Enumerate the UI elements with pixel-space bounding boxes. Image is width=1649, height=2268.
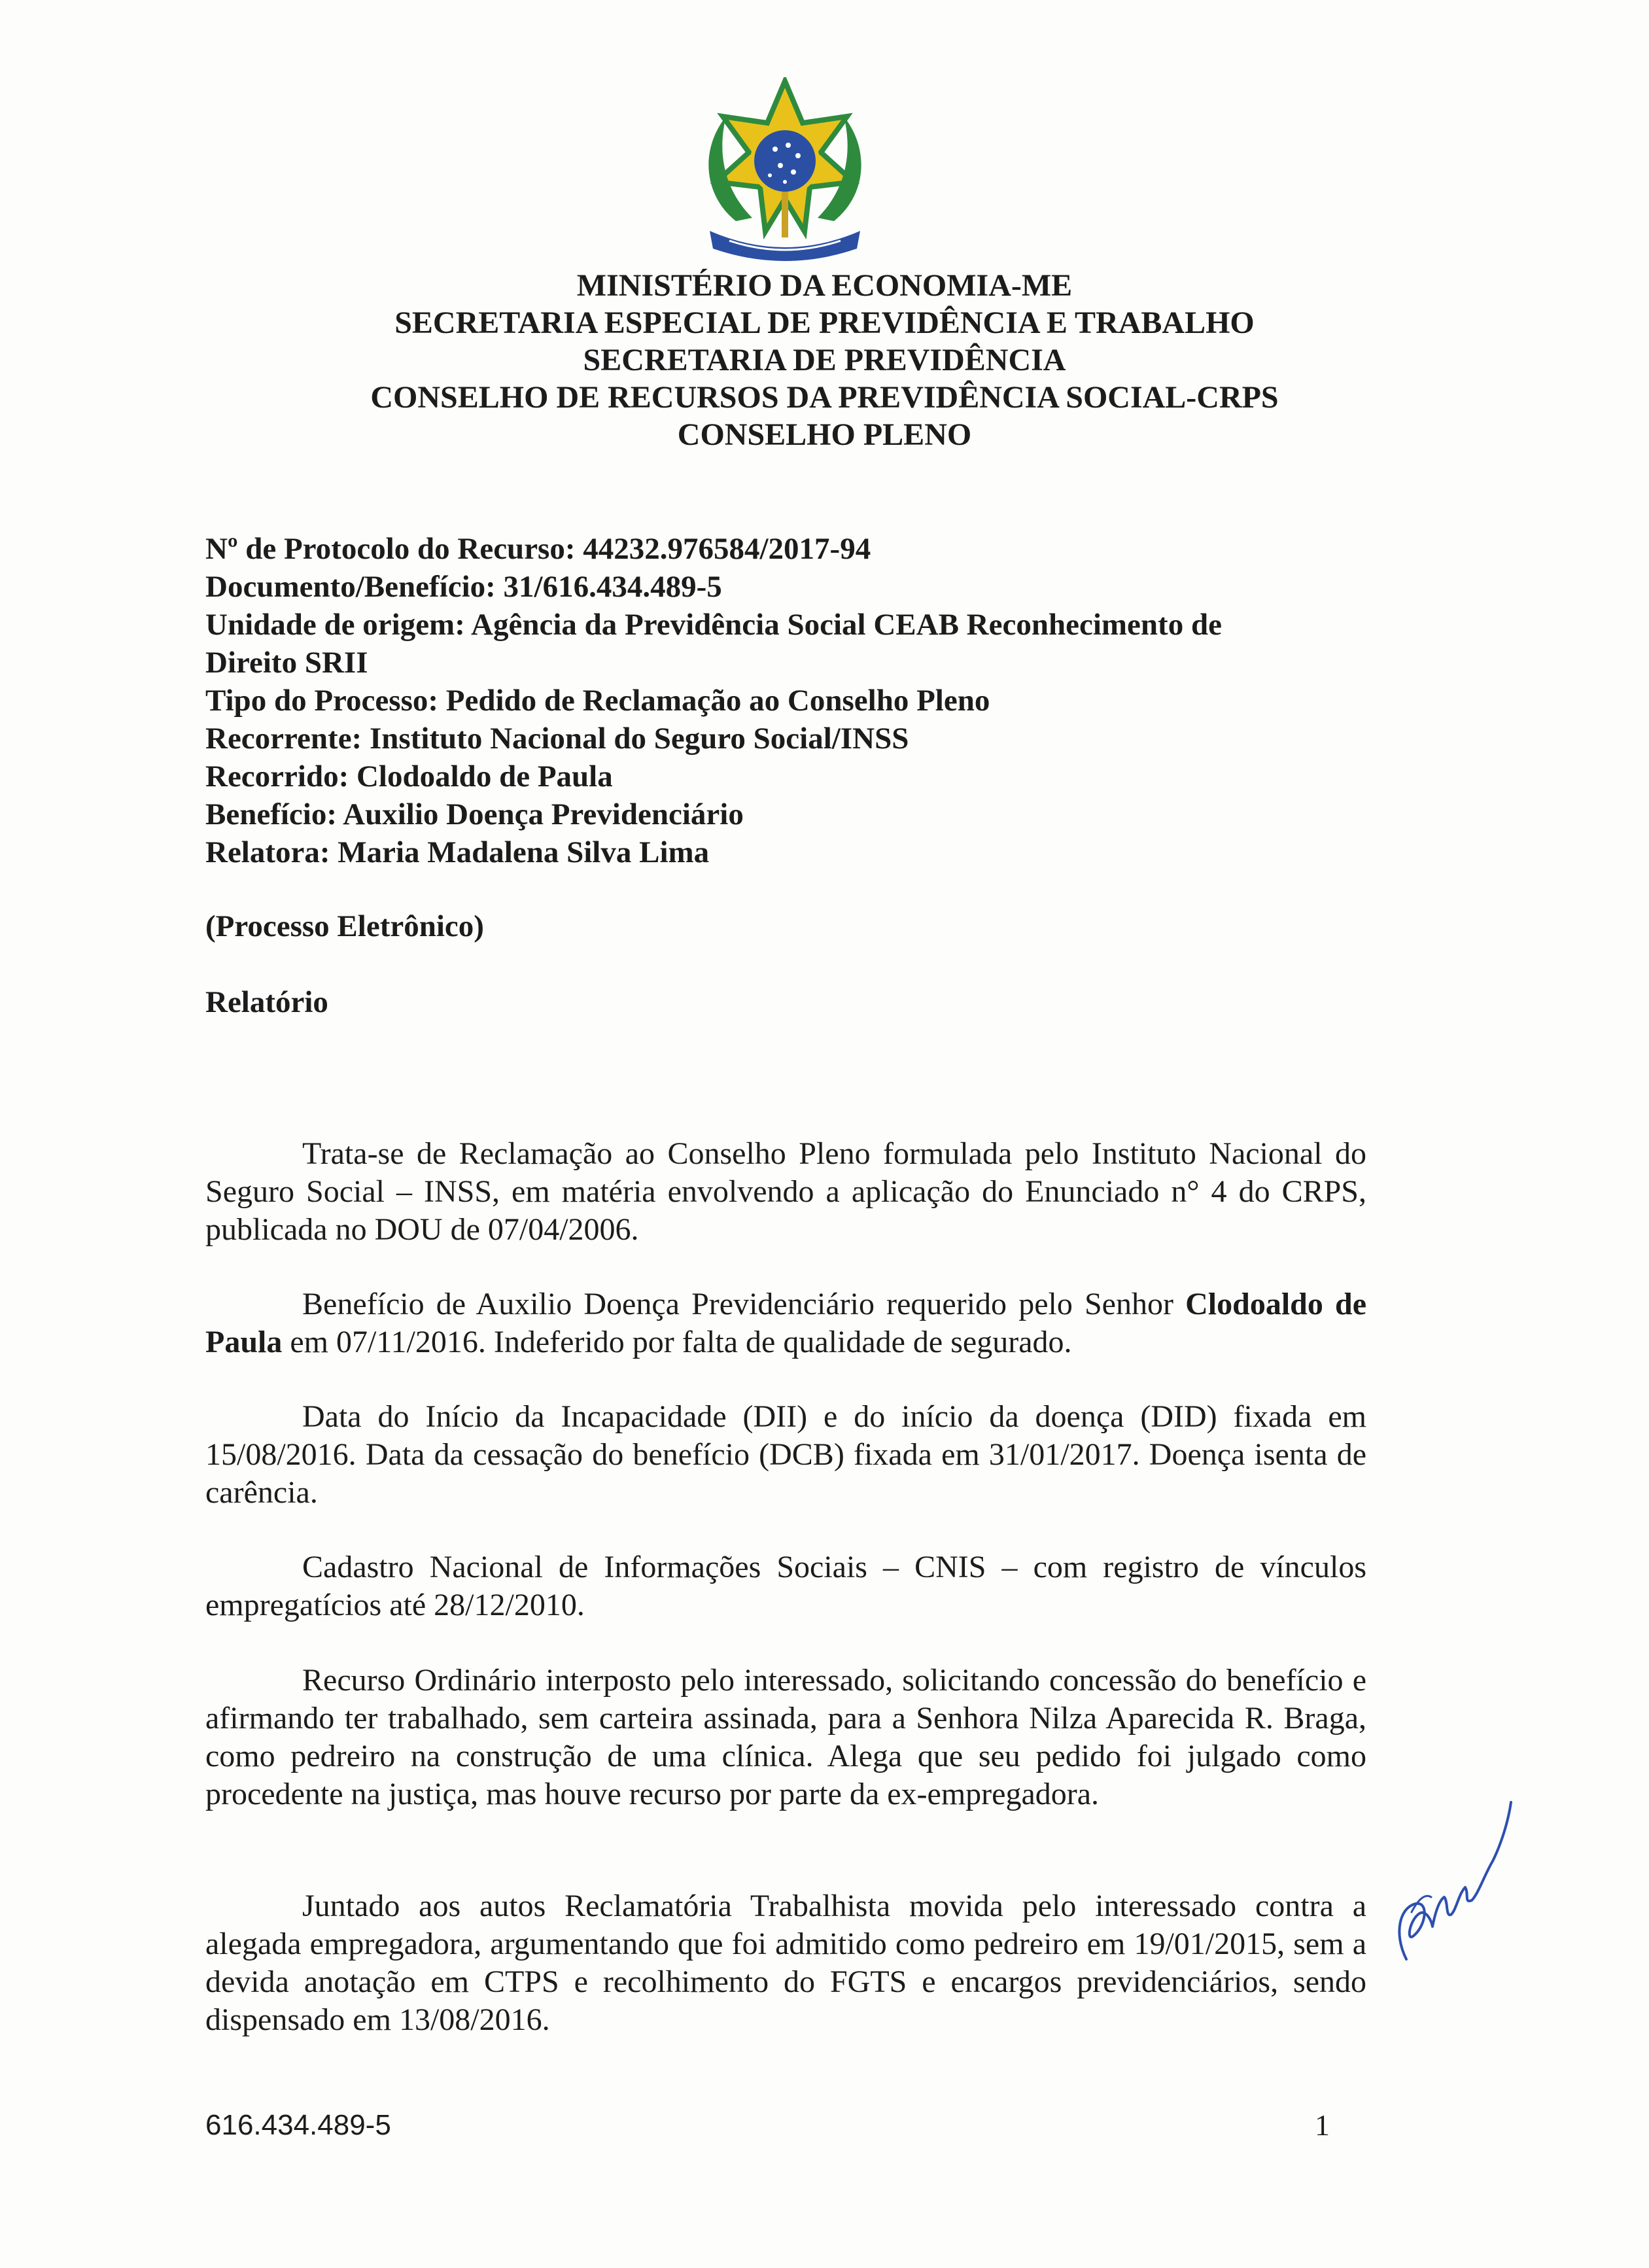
paragraph-3 <box>205 1398 1366 1512</box>
paragraph-2-before: Benefício de Auxilio Doença Previdenciário requerido pelo Senhor <box>302 1287 1186 1321</box>
handwritten-signature <box>1380 1763 1518 1972</box>
header-ministry: MINISTÉRIO DA ECONOMIA-ME <box>576 268 1073 303</box>
case-metadata <box>205 530 1435 871</box>
paragraph-1-text: Trata-se de Reclamação ao Conselho Pleno formulada pelo Instituto Nacional do Seguro Social – INSS, em matéria envolvendo a aplicação do Enunciado n° 4 do CRPS, publicada no DOU de 07/04/2006. <box>205 1136 1366 1247</box>
meta-relatora: Relatora: Maria Madalena Silva Lima <box>205 835 710 869</box>
section-title: Relatório <box>205 985 328 1019</box>
paragraph-6-text: Juntado aos autos Reclamatória Trabalhista movida pelo interessado contra a alegada empregadora, argumentando que foi admitido como pedreiro em 19/01/2015, sem a devida anotação em CTPS e recolhimento do FGTS e encargos previdenciários, sendo dispensado em 13/08/2016. <box>205 1889 1366 2037</box>
meta-unidade: Unidade de origem: Agência da Previdência Social CEAB Reconhecimento de Direito SRII <box>205 608 1222 680</box>
paragraph-4-text: Cadastro Nacional de Informações Sociais – CNIS – com registro de vínculos empregatícios até 28/12/2010. <box>205 1550 1366 1622</box>
meta-documento: Documento/Benefício: 31/616.434.489-5 <box>205 570 722 604</box>
paragraph-5 <box>205 1662 1366 1813</box>
paragraph-5-text: Recurso Ordinário interposto pelo interessado, solicitando concessão do benefício e afirmando ter trabalhado, sem carteira assinada, para a Senhora Nilza Aparecida R. Braga, como pedreiro na construção de uma clínica. Alega que seu pedido foi julgado como procedente na justiça, mas houve recurso por parte da ex-empregadora. <box>205 1663 1366 1811</box>
paragraph-2 <box>205 1285 1366 1361</box>
paragraph-2-name: Clodoaldo de Paula <box>205 1287 1367 1359</box>
paragraph-3-text: Data do Início da Incapacidade (DII) e do início da doença (DID) fixada em 15/08/2016. Data da cessação do benefício (DCB) fixada em 31/01/2017. Doença isenta de carência. <box>205 1399 1366 1510</box>
footer-protocol-number: 616.434.489-5 <box>205 2109 391 2141</box>
meta-beneficio: Benefício: Auxilio Doença Previdenciário <box>205 797 744 831</box>
meta-recorrente: Recorrente: Instituto Nacional do Seguro Social/INSS <box>205 722 909 756</box>
emblem-sword <box>782 192 788 237</box>
meta-recorrido: Recorrido: Clodoaldo de Paula <box>205 759 613 794</box>
paragraph-4 <box>205 1548 1366 1624</box>
page-number: 1 <box>1315 2108 1330 2142</box>
header-plenary: CONSELHO PLENO <box>677 417 972 452</box>
header-council: CONSELHO DE RECURSOS DA PREVIDÊNCIA SOCIAL-CRPS <box>370 380 1279 415</box>
paragraph-1 <box>205 1135 1366 1249</box>
brazil-coat-of-arms-icon <box>690 77 880 267</box>
meta-protocolo: Nº de Protocolo do Recurso: 44232.976584/2017-94 <box>205 532 871 566</box>
paragraph-2-after: em 07/11/2016. Indeferido por falta de qualidade de segurado. <box>282 1325 1072 1359</box>
process-type: (Processo Eletrônico) <box>205 909 484 943</box>
paragraph-6 <box>205 1887 1366 2039</box>
header-special-secretariat: SECRETARIA ESPECIAL DE PREVIDÊNCIA E TRABALHO <box>394 305 1255 340</box>
document-header <box>0 267 1649 453</box>
header-secretariat: SECRETARIA DE PREVIDÊNCIA <box>583 343 1066 377</box>
meta-tipo: Tipo do Processo: Pedido de Reclamação ao Conselho Pleno <box>205 684 990 718</box>
